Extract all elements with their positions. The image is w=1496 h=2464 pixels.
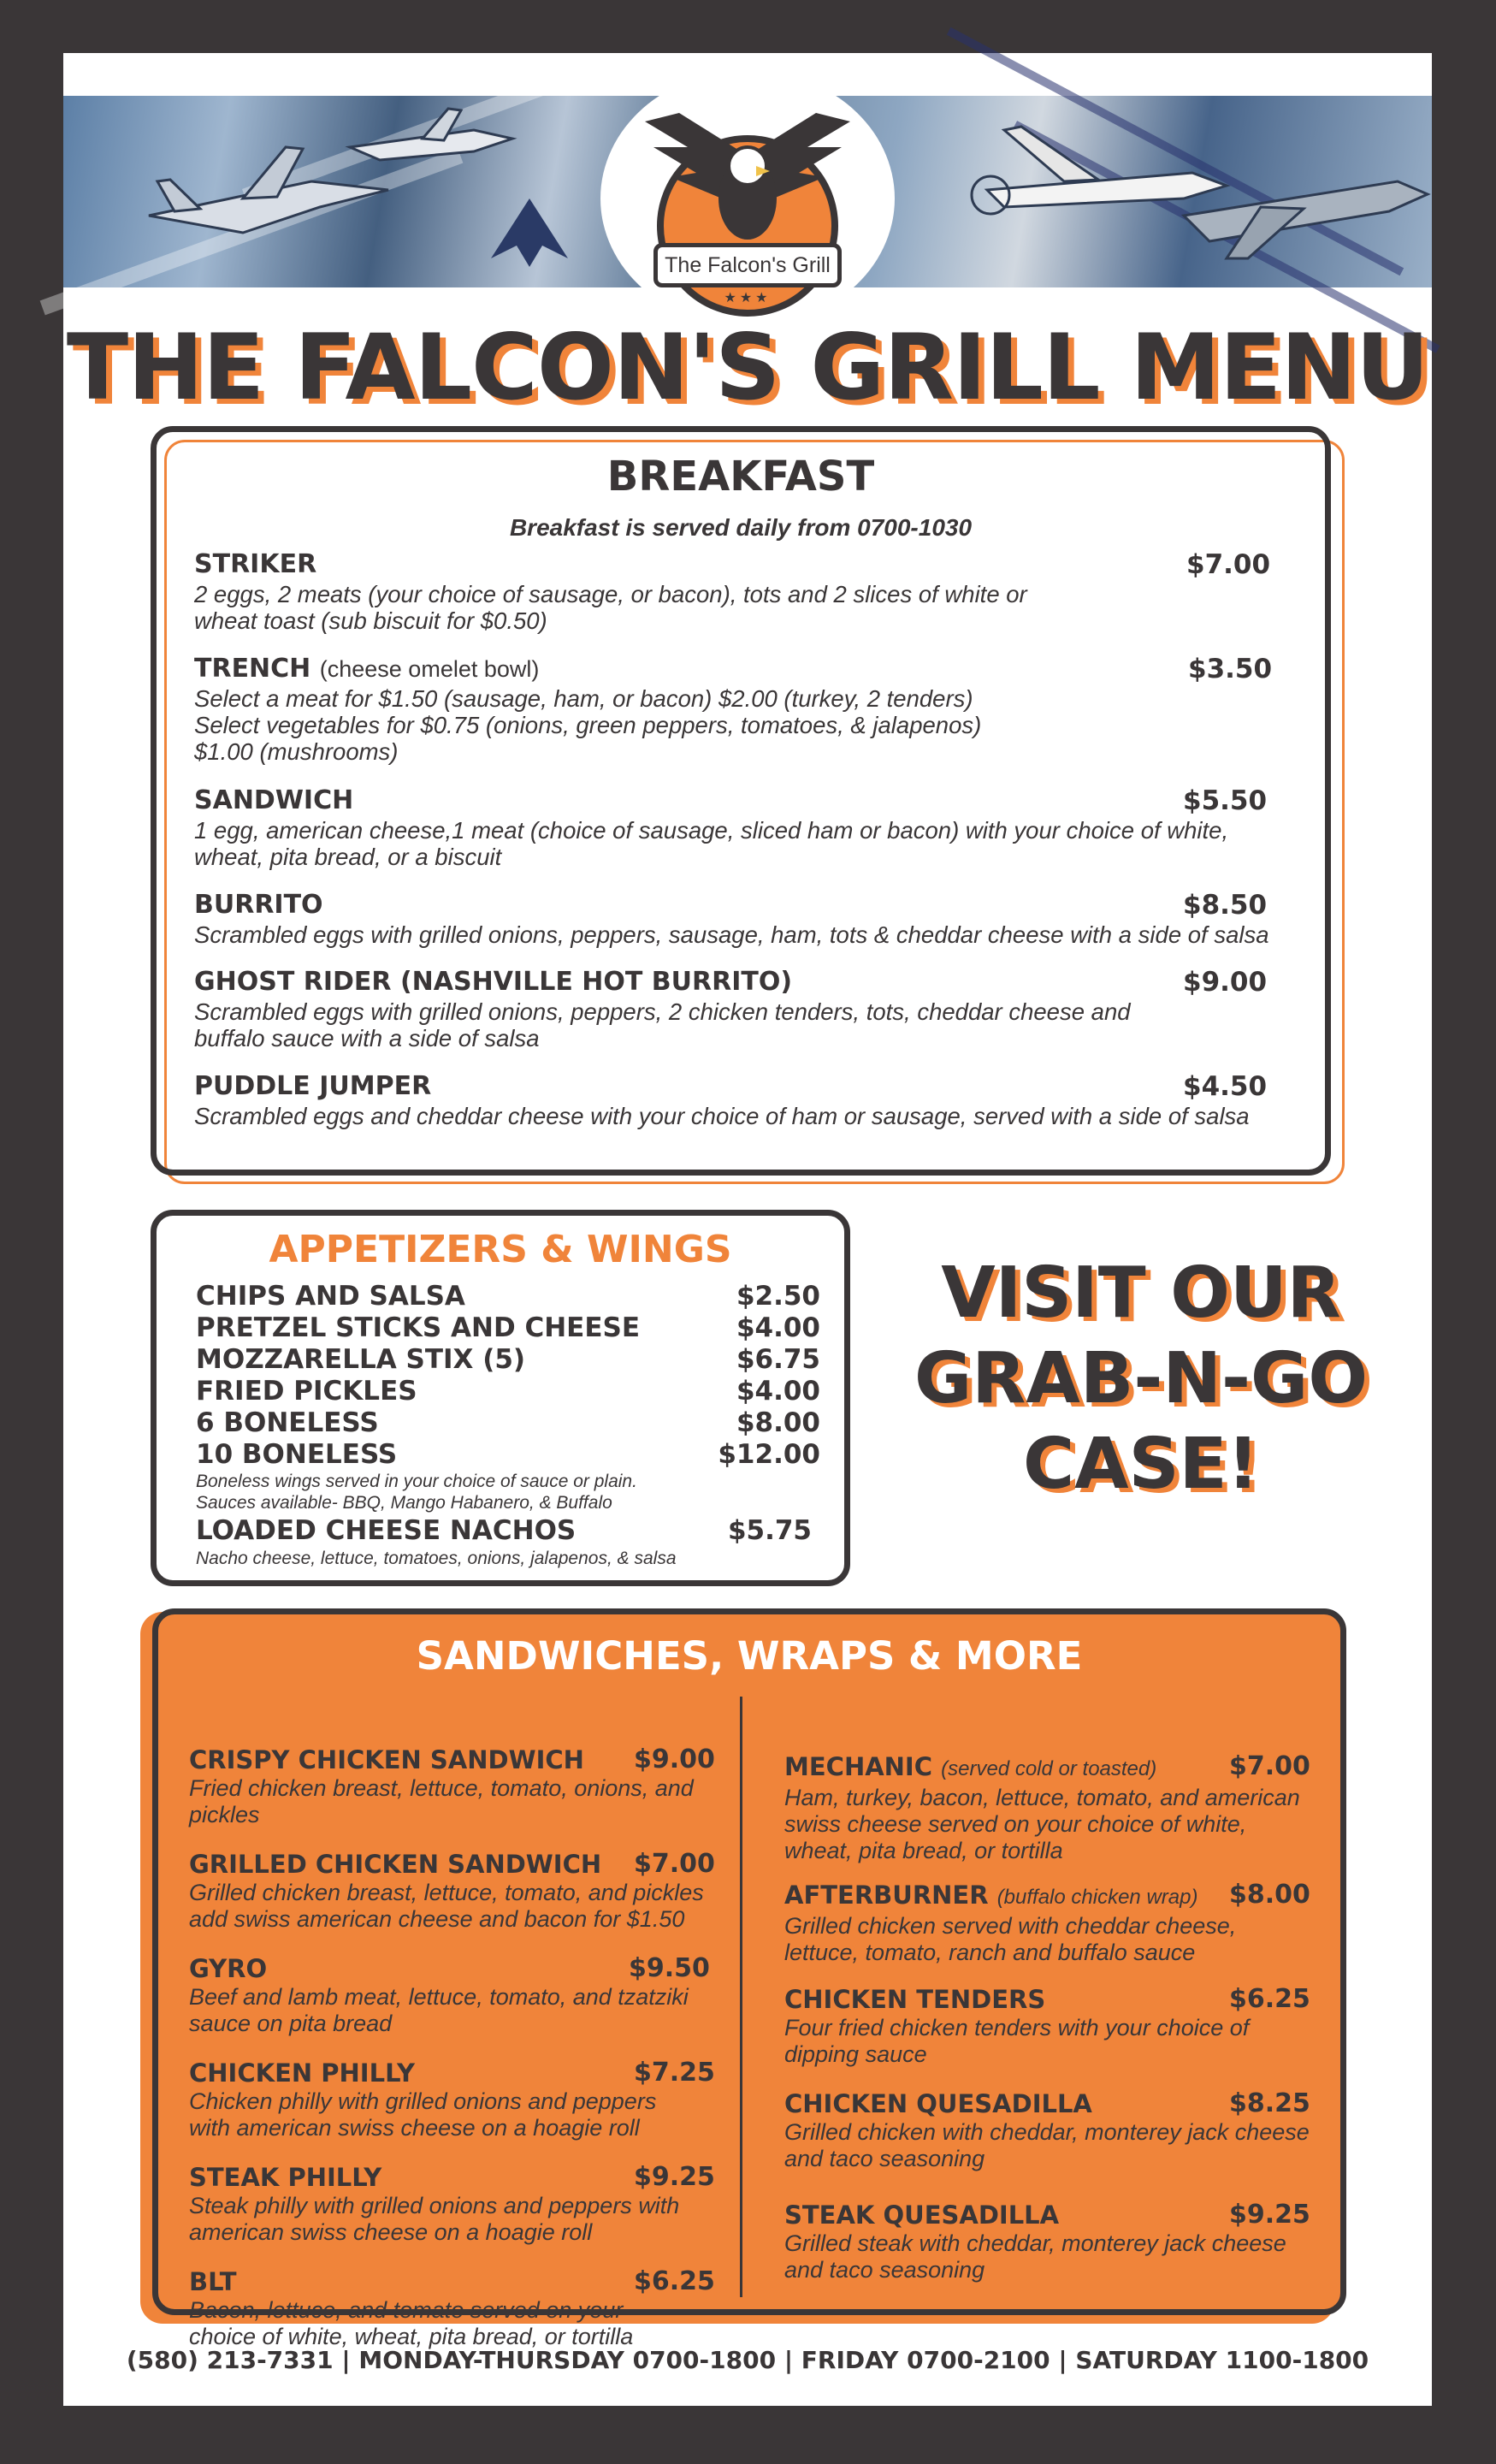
item-description: Scrambled eggs with grilled onions, peppers, sausage, ham, tots & cheddar cheese with a side of salsa [194,921,1269,948]
item-name: LOADED CHEESE NACHOS [196,1515,577,1546]
appetizer-row [196,1344,820,1375]
appetizers-title: APPETIZERS & WINGS [269,1228,732,1271]
item-description: 1 egg, american cheese,1 meat (choice of sausage, sliced ham or bacon) with your choice of white, [194,817,1229,844]
item-name: GRILLED CHICKEN SANDWICH [189,1850,602,1879]
item-note: (served cold or toasted) [941,1757,1157,1780]
item-name: SANDWICH [194,785,354,815]
falcon-logo-icon [628,104,867,250]
item-description: Select a meat for $1.50 (sausage, ham, or bacon) $2.00 (turkey, 2 tenders) [194,685,973,712]
bomber-illustration-icon [1175,130,1432,275]
item-description: pickles [189,1802,260,1827]
item-description: wheat, pita bread, or tortilla [784,1838,1063,1863]
item-description: Grilled chicken with cheddar, monterey jack cheese [784,2119,1310,2145]
menu-item-blt [189,2266,736,2350]
item-name: PRETZEL STICKS AND CHEESE [196,1312,641,1343]
breakfast-section [151,426,1331,1176]
item-name: MOZZARELLA STIX (5) [196,1344,526,1375]
item-description: wheat toast (sub biscuit for $0.50) [194,607,547,634]
column-divider [740,1697,742,2297]
item-name: AFTERBURNER [784,1881,989,1910]
item-price: $9.25 [634,2162,715,2192]
item-description: sauce on pita bread [189,2011,393,2036]
item-price: $9.00 [1183,967,1268,998]
item-price: $12.00 [718,1439,820,1470]
item-description: Chicken philly with grilled onions and peppers [189,2088,657,2114]
footer-contact-hours: (580) 213-7331 | MONDAY-THURSDAY 0700-1800 | FRIDAY 0700-2100 | SATURDAY 1100-1800 [126,2346,1369,2374]
item-note: (buffalo chicken wrap) [996,1886,1198,1909]
item-name: PUDDLE JUMPER [194,1071,432,1101]
item-price: $9.50 [629,1953,710,1983]
item-description: Select vegetables for $0.75 (onions, green peppers, tomatoes, & jalapenos) [194,712,982,738]
item-description: Fried chicken breast, lettuce, tomato, onions, and [189,1775,694,1801]
item-name: MECHANIC [784,1752,933,1781]
item-price: $5.50 [1183,785,1268,816]
menu-item-afterburner [784,1880,1332,1966]
item-description: Scrambled eggs with grilled onions, peppers, 2 chicken tenders, tots, cheddar cheese and [194,998,1131,1025]
item-price: $7.00 [1229,1751,1310,1781]
menu-item-crispy-chicken-sandwich [189,1744,736,1828]
menu-item-chicken-quesadilla [784,2088,1332,2172]
jet-illustration-icon [346,104,517,181]
item-note: (cheese omelet bowl) [319,656,540,682]
item-description: and taco seasoning [784,2146,985,2171]
item-description: Ham, turkey, bacon, lettuce, tomato, and american [784,1785,1300,1810]
wings-note: Boneless wings served in your choice of sauce or plain. [196,1472,637,1491]
item-name: BLT [189,2267,237,2296]
item-price: $4.50 [1183,1071,1268,1102]
item-description: add swiss american cheese and bacon for $1.50 [189,1906,685,1932]
menu-item-puddle-jumper [194,1070,1306,1129]
item-price: $2.50 [736,1281,820,1312]
promo-line: CASE! [1022,1424,1260,1505]
appetizer-row [196,1281,820,1312]
item-price: $7.00 [1186,549,1271,580]
item-description: Grilled chicken breast, lettuce, tomato, and pickles [189,1880,704,1905]
item-name: 10 BONELESS [196,1439,398,1470]
header-banner [63,96,1432,305]
item-name: STRIKER [194,549,317,579]
promo-line: GRAB-N-GO [914,1338,1369,1419]
appetizer-row [196,1376,820,1407]
item-description: swiss cheese served on your choice of white, [784,1811,1247,1837]
item-description: 2 eggs, 2 meats (your choice of sausage, or bacon), tots and 2 slices of white or [194,581,1027,607]
logo-stars: ★★★ [724,289,772,305]
menu-item-chicken-philly [189,2058,736,2141]
menu-item-trench [194,653,1306,765]
item-description: Scrambled eggs and cheddar cheese with your choice of ham or sausage, served with a side of salsa [194,1103,1250,1129]
item-name: CHICKEN TENDERS [784,1985,1046,2014]
item-name: GYRO [189,1954,268,1983]
item-description: wheat, pita bread, or a biscuit [194,844,502,870]
item-name: 6 BONELESS [196,1407,379,1438]
menu-item-chicken-tenders [784,1984,1332,2068]
item-price: $9.25 [1229,2200,1310,2230]
menu-item-sandwich [194,785,1306,870]
item-price: $8.50 [1183,890,1268,921]
item-name: STEAK PHILLY [189,2163,382,2192]
item-price: $8.00 [736,1407,820,1438]
item-price: $8.00 [1229,1880,1310,1910]
menu-item-steak-philly [189,2162,736,2246]
item-price: $7.00 [634,1849,715,1879]
breakfast-hours: Breakfast is served daily from 0700-1030 [509,514,973,541]
item-name: GHOST RIDER (NASHVILLE HOT BURRITO) [194,967,793,997]
logo-text: The Falcon's Grill [653,243,842,287]
menu-item-steak-quesadilla [784,2200,1332,2283]
item-name: BURRITO [194,890,323,920]
page-title: THE FALCON'S GRILL MENU [66,315,1429,420]
item-description: lettuce, tomato, ranch and buffalo sauce [784,1940,1196,1965]
appetizer-row [196,1439,820,1470]
item-price: $6.25 [634,2266,715,2296]
item-name: CRISPY CHICKEN SANDWICH [189,1745,584,1774]
sandwiches-section [152,1608,1346,2349]
item-name: CHIPS AND SALSA [196,1281,465,1312]
menu-item-gyro [189,1953,736,2037]
item-price: $7.25 [634,2058,715,2088]
item-name: STEAK QUESADILLA [784,2200,1060,2230]
nachos-description: Nacho cheese, lettuce, tomatoes, onions, jalapenos, & salsa [196,1549,677,1568]
item-description: Grilled chicken served with cheddar cheese, [784,1913,1237,1939]
item-description: dipping sauce [784,2041,927,2067]
item-name: FRIED PICKLES [196,1376,417,1407]
item-name: CHICKEN QUESADILLA [784,2089,1092,2118]
menu-page [63,53,1432,2406]
wings-note: Sauces available- BBQ, Mango Habanero, & Buffalo [196,1493,612,1513]
menu-item-mechanic [784,1751,1332,1864]
appetizer-row [196,1407,820,1438]
item-price: $6.75 [736,1344,820,1375]
item-description: Grilled steak with cheddar, monterey jack cheese [784,2230,1286,2256]
item-price: $4.00 [736,1312,820,1343]
appetizer-row-nachos [196,1515,820,1546]
item-description: $1.00 (mushrooms) [194,738,399,765]
promo-line: VISIT OUR [941,1253,1341,1334]
menu-item-ghost-rider [194,966,1306,1051]
sandwiches-title: SANDWICHES, WRAPS & MORE [416,1633,1083,1679]
menu-item-burrito [194,889,1306,948]
item-price: $4.00 [736,1376,820,1407]
item-name: CHICKEN PHILLY [189,2058,416,2088]
item-description: and taco seasoning [784,2257,985,2283]
item-description: Beef and lamb meat, lettuce, tomato, and tzatziki [189,1984,689,2010]
item-description: choice of white, wheat, pita bread, or tortilla [189,2324,634,2349]
grab-n-go-promo [867,1251,1415,1507]
item-description: with american swiss cheese on a hoagie roll [189,2115,640,2141]
item-price: $8.25 [1229,2088,1310,2118]
item-price: $6.25 [1229,1984,1310,2014]
appetizer-row [196,1312,820,1343]
menu-item-grilled-chicken-sandwich [189,1849,736,1933]
item-price: $3.50 [1188,654,1273,684]
menu-item-striker [194,548,1306,634]
item-price: $5.75 [727,1515,812,1546]
item-description: american swiss cheese on a hoagie roll [189,2219,593,2245]
item-description: Bacon, lettuce, and tomato served on your [189,2297,624,2323]
item-name: TRENCH [194,654,311,684]
appetizers-section [151,1210,850,1586]
item-description: Four fried chicken tenders with your choice of [784,2015,1250,2040]
item-price: $9.00 [634,1744,715,1774]
air-force-emblem-icon [482,190,577,275]
breakfast-title: BREAKFAST [606,453,875,500]
item-description: buffalo sauce with a side of salsa [194,1025,540,1051]
item-description: Steak philly with grilled onions and peppers with [189,2193,680,2218]
